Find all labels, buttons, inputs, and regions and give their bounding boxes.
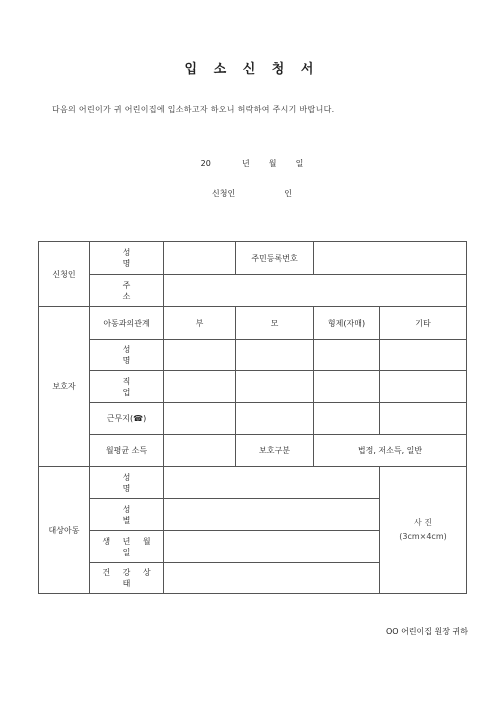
relation-father[interactable]: 부 [164,307,236,340]
intro-text: 다음의 어린이가 귀 어린이집에 입소하고자 하오니 허락하여 주시기 바랍니다. [52,105,335,114]
relation-sibling[interactable]: 형제(자매) [314,307,380,340]
input-workplace-2[interactable] [236,403,314,435]
date-day-unit: 일 [295,159,304,168]
photo-box[interactable] [380,467,467,594]
protection-options[interactable]: 법정, 저소득, 일반 [314,435,467,467]
section-guardian: 보호자 [39,307,90,467]
relation-mother[interactable]: 모 [236,307,314,340]
application-form-table [38,241,467,594]
label-income: 월평균 소득 [90,435,164,467]
label-address: 주 소 [90,275,164,307]
label-guardian-name: 성 명 [90,340,164,371]
label-resident-no: 주민등록번호 [236,242,314,275]
date-year: 20 [200,159,211,168]
label-protection-type: 보호구분 [236,435,314,467]
input-occupation-2[interactable] [236,371,314,403]
input-applicant-name[interactable] [164,242,236,275]
input-health[interactable] [164,563,380,594]
input-occupation-3[interactable] [314,371,380,403]
applicant-seal: 인 [284,189,292,198]
input-guardian-name-1[interactable] [164,340,236,371]
label-name: 성 명 [90,242,164,275]
label-health: 건 강 상 태 [90,563,164,594]
relation-other[interactable]: 기타 [380,307,467,340]
input-resident-no[interactable] [314,242,467,275]
date-year-unit: 년 [241,159,250,168]
input-guardian-name-2[interactable] [236,340,314,371]
footer-addressee: OO 어린이집 원장 귀하 [385,627,468,636]
photo-label: 사 진 [414,518,432,527]
section-applicant: 신청인 [39,242,90,307]
applicant-line [0,188,504,199]
input-child-name[interactable] [164,467,380,499]
label-birth: 생 년 월 일 [90,531,164,563]
input-guardian-name-4[interactable] [380,340,467,371]
applicant-label: 신청인 [211,189,236,198]
document-title: 입 소 신 청 서 [184,62,320,77]
section-child: 대상아동 [39,467,90,594]
label-workplace: 근무지(☎) [90,403,164,435]
input-workplace-3[interactable] [314,403,380,435]
label-relation: 아동과의관계 [90,307,164,340]
date-month-unit: 월 [268,159,277,168]
input-occupation-4[interactable] [380,371,467,403]
input-address[interactable] [164,275,467,307]
input-occupation-1[interactable] [164,371,236,403]
input-workplace-4[interactable] [380,403,467,435]
input-income[interactable] [164,435,236,467]
label-child-name: 성 명 [90,467,164,499]
input-gender[interactable] [164,499,380,531]
input-workplace-1[interactable] [164,403,236,435]
label-occupation: 직 업 [90,371,164,403]
label-gender: 성 별 [90,499,164,531]
input-birth[interactable] [164,531,380,563]
input-guardian-name-3[interactable] [314,340,380,371]
photo-size: (3cm×4cm) [399,532,447,541]
date-line [0,158,504,169]
